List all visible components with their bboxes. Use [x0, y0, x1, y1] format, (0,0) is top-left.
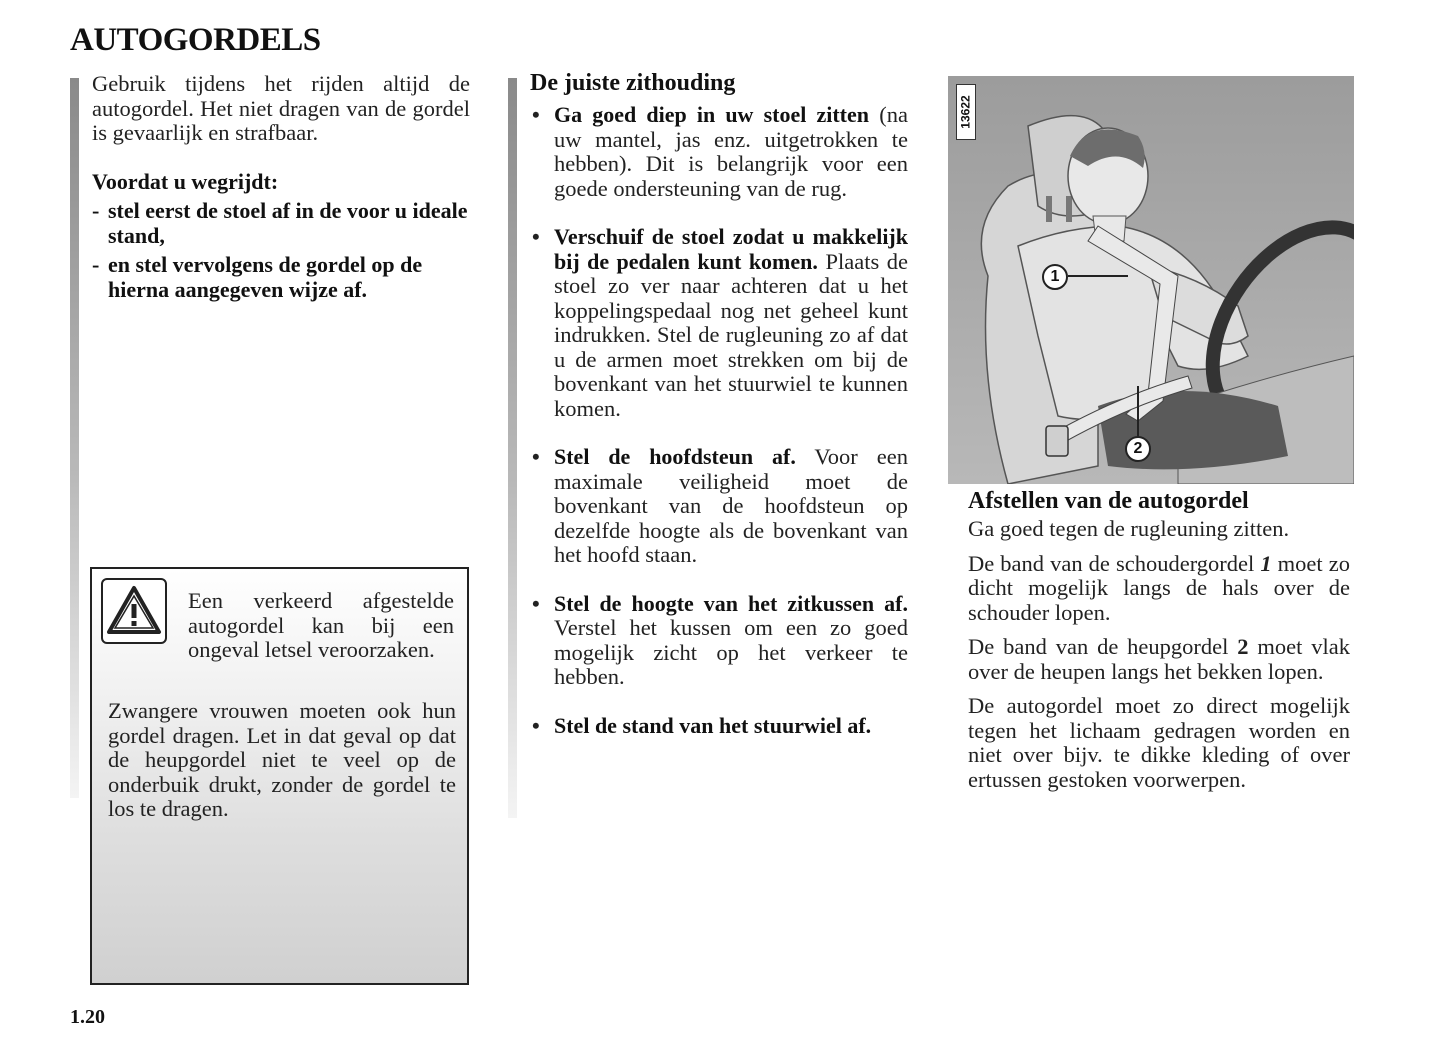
adjust-column: [968, 488, 1350, 792]
list-item: [530, 445, 908, 568]
adjust-text-2: De band van de schoudergordel 1 moet zo dicht mogelijk langs de hals over de schouder lopen.: [968, 550, 1350, 625]
list-item: [530, 103, 908, 201]
callout-shoulder-belt: 1: [1042, 264, 1068, 290]
before-driving-heading: Voordat u wegrijdt:: [92, 168, 279, 194]
adjust-text-1: Ga goed tegen de rugleuning zitten.: [968, 516, 1290, 541]
column-marker-bar: [508, 78, 517, 818]
adjust-text-4: De autogordel moet zo direct mogelijk tegen het lichaam gedragen worden en niet over bijv. te dikke kleding of over ertussen gestoken voorwerpen.: [968, 693, 1350, 792]
warning-text: Een verkeerd afgestelde autogordel kan bij een ongeval letsel veroorzaken.: [188, 588, 454, 662]
item-bold: Stel de hoogte van het zitkussen af.: [554, 590, 908, 616]
item-bold: Stel de stand van het stuurwiel af.: [554, 712, 872, 738]
item-text: (na uw mantel, jas enz. uitgetrokken te hebben). Dit is belangrijk voor een goede ondersteuning van de rug.: [554, 102, 908, 201]
figure-number: 13622: [956, 84, 976, 140]
list-item: [530, 225, 908, 421]
adjust-heading: Afstellen van de autogordel: [968, 488, 1249, 514]
page-number: 1.20: [70, 1006, 105, 1028]
item-bold: Verschuif de stoel zodat u makkelijk bij de pedalen kunt komen.: [554, 224, 908, 274]
adjust-text-3: De band van de heupgordel 2 moet vlak over de heupen langs het bekken lopen.: [968, 634, 1350, 684]
intro-column: [92, 72, 470, 302]
item-bold: Ga goed diep in uw stoel zitten: [554, 102, 870, 127]
posture-column: [530, 70, 908, 762]
warning-pregnancy-text: Zwangere vrouwen moeten ook hun gordel dragen. Let in dat geval op dat de heupgordel niet te veel op de onderbuik drukt, zonder de gordel te los te dragen.: [108, 698, 456, 821]
intro-text: Gebruik tijdens het rijden altijd de autogordel. Het niet dragen van de gordel is gevaarlijk en strafbaar.: [92, 71, 470, 145]
seatbelt-illustration: [948, 76, 1354, 484]
list-item: [530, 592, 908, 690]
column-marker-bar: [70, 78, 79, 798]
list-item: - en stel vervolgens de gordel op de hierna aangegeven wijze af.: [92, 253, 470, 302]
posture-list: [530, 103, 908, 738]
driver-with-seatbelt-drawing: [948, 76, 1354, 484]
callout-lap-belt: 2: [1125, 436, 1151, 462]
item-text: Plaats de stoel zo ver naar achteren dat u het koppelingspedaal nog net geheel kunt indrukken. Stel de rugleuning zo af dat u de armen moet strekken om bij de bovenkant van het stuurwiel te kunnen komen.: [554, 248, 909, 421]
list-item: [530, 714, 908, 739]
list-item: - stel eerst de stoel af in de voor u ideale stand,: [92, 199, 470, 248]
item-bold: Stel de hoofdsteun af.: [554, 444, 796, 469]
item-text: Voor een maximale veiligheid moet de bovenkant van de hoofdsteun op dezelfde hoogte als de bovenkant van het hoofd staan.: [554, 444, 908, 567]
warning-triangle-icon: [101, 578, 167, 644]
item-text: Verstel het kussen om een zo goed mogelijk zicht op het verkeer te hebben.: [554, 615, 908, 689]
warning-box: [90, 567, 469, 985]
pre-drive-steps: [92, 199, 470, 302]
posture-heading: De juiste zithouding: [530, 70, 736, 96]
page-title: AUTOGORDELS: [70, 22, 321, 58]
